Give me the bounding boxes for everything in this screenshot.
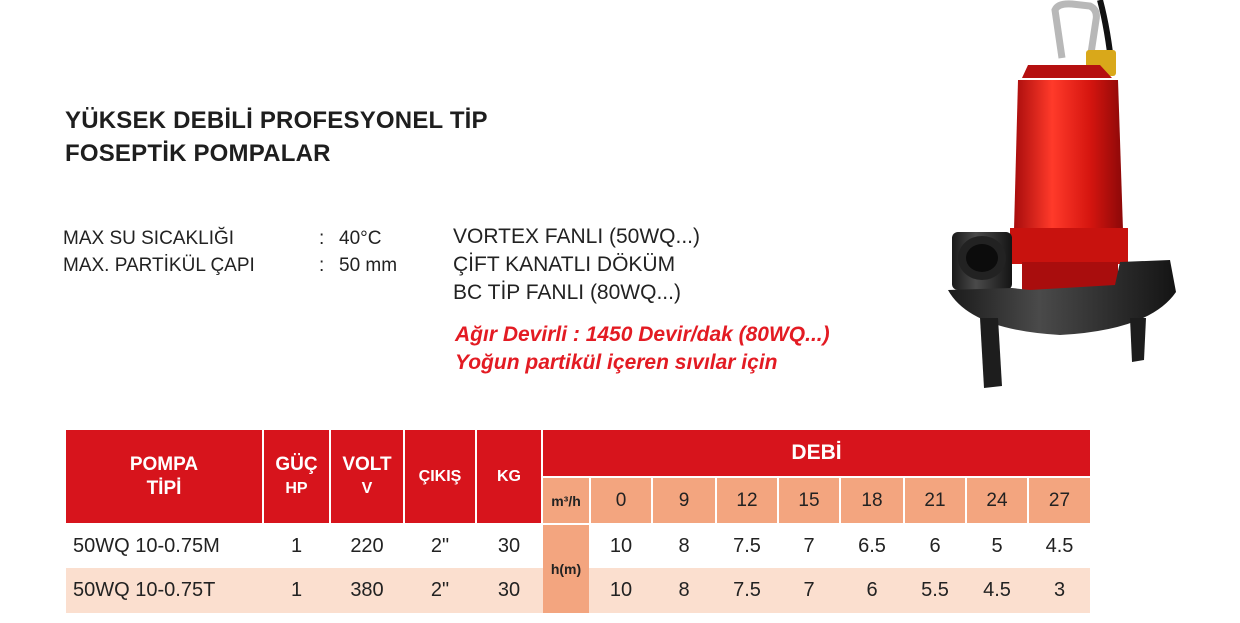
flow-value: 0 <box>591 478 651 523</box>
col-header-volt <box>331 430 403 523</box>
note-item: Yoğun partikül içeren sıvılar için <box>455 351 778 374</box>
outlet-cell: 2" <box>430 579 450 601</box>
volt-cell: 380 <box>350 579 384 601</box>
flow-unit-label: m³/h <box>543 478 589 523</box>
head-cell: 8 <box>678 579 690 601</box>
flow-value: 24 <box>967 478 1027 523</box>
header-text: V <box>361 479 373 497</box>
note-item: Ağır Devirli : 1450 Devir/dak (80WQ...) <box>455 323 830 346</box>
volt-cell: 220 <box>350 535 384 557</box>
head-cell: 6.5 <box>858 535 886 557</box>
spec-table <box>66 430 1090 613</box>
feature-list <box>453 223 700 307</box>
title-line-1: YÜKSEK DEBİLİ PROFESYONEL TİP <box>65 107 488 134</box>
head-cell: 7.5 <box>733 579 761 601</box>
col-header-weight: KG <box>477 430 541 523</box>
head-unit-label: h(m) <box>543 525 589 613</box>
weight-cell: 30 <box>497 579 521 601</box>
flow-value: 21 <box>905 478 965 523</box>
feature-item: VORTEX FANLI (50WQ...) <box>453 225 700 248</box>
head-cell: 4.5 <box>1045 535 1074 557</box>
head-cell: 5.5 <box>921 579 949 601</box>
header-text: GÜÇ <box>275 453 318 475</box>
pump-image <box>940 0 1190 395</box>
flow-value: 9 <box>653 478 715 523</box>
head-cell: 8 <box>678 535 690 557</box>
spec-list <box>63 225 397 279</box>
spec-separator: : <box>319 255 325 276</box>
feature-item: BC TİP FANLI (80WQ...) <box>453 281 681 304</box>
highlight-notes <box>455 321 830 377</box>
spec-value: 40°C <box>339 228 382 249</box>
title-line-2: FOSEPTİK POMPALAR <box>65 140 331 167</box>
flow-value: 15 <box>779 478 839 523</box>
head-cell: 10 <box>609 579 633 601</box>
col-header-flow: DEBİ <box>543 430 1090 476</box>
head-cell: 10 <box>609 535 633 557</box>
power-cell: 1 <box>290 535 303 557</box>
flow-value: 18 <box>841 478 903 523</box>
flow-value: 12 <box>717 478 777 523</box>
header-text: POMPA <box>129 453 199 475</box>
spec-max-particle <box>63 252 397 279</box>
spec-label: MAX. PARTİKÜL ÇAPI <box>63 255 255 276</box>
feature-item: ÇİFT KANATLI DÖKÜM <box>453 253 676 276</box>
spec-max-temp <box>63 225 397 252</box>
spec-separator: : <box>319 228 325 249</box>
head-cell: 7.5 <box>733 535 761 557</box>
head-cell: 7 <box>803 535 815 557</box>
header-text: HP <box>285 479 308 497</box>
head-cell: 6 <box>866 579 878 601</box>
header-text: VOLT <box>342 453 392 475</box>
head-cell: 5 <box>991 535 1003 557</box>
head-cell: 4.5 <box>983 579 1011 601</box>
col-header-pump-type <box>66 430 262 523</box>
weight-cell: 30 <box>497 535 521 557</box>
col-header-power <box>264 430 329 523</box>
col-header-outlet: ÇIKIŞ <box>405 430 475 523</box>
spec-label: MAX SU SICAKLIĞI <box>63 228 235 249</box>
model-cell: 50WQ 10-0.75M <box>73 535 220 557</box>
page-title <box>65 104 488 170</box>
head-cell: 3 <box>1053 579 1066 601</box>
power-cell: 1 <box>290 579 303 601</box>
flow-value: 27 <box>1029 478 1090 523</box>
header-text: TİPİ <box>146 477 182 499</box>
head-cell: 6 <box>929 535 941 557</box>
head-cell: 7 <box>803 579 815 601</box>
outlet-cell: 2" <box>430 535 450 557</box>
spec-value: 50 mm <box>339 255 398 276</box>
model-cell: 50WQ 10-0.75T <box>73 579 216 601</box>
